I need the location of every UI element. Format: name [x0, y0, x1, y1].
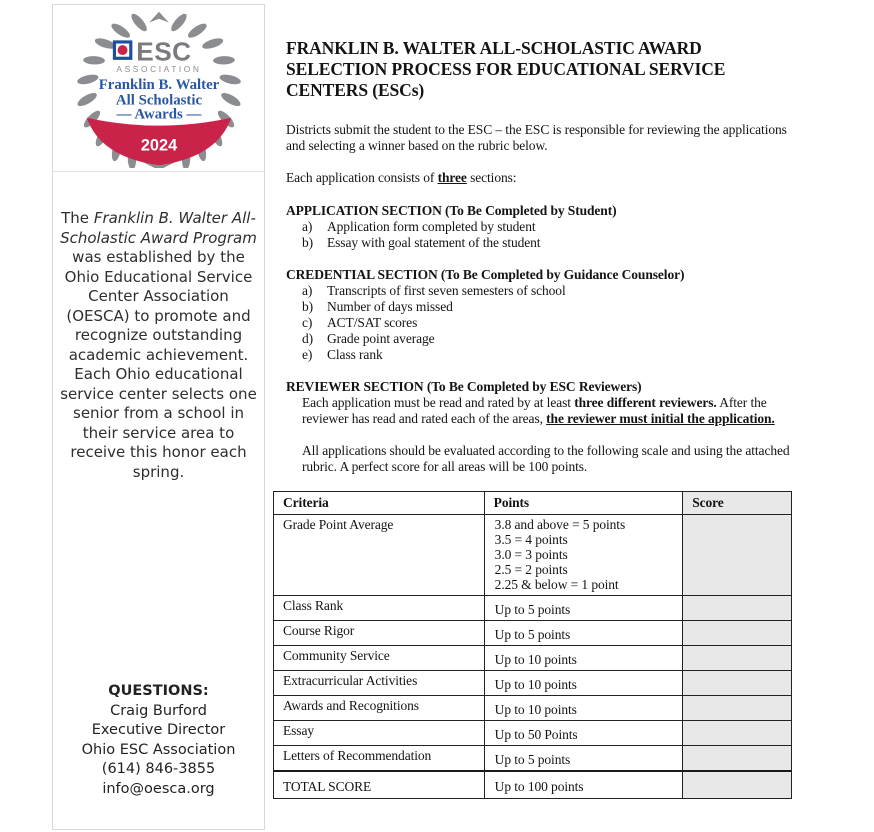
main-content: [283, 36, 806, 799]
score-cell: [683, 721, 792, 746]
table-header-row: [274, 492, 792, 515]
list-text: Transcripts of first seven semesters of school: [327, 283, 566, 298]
score-cell: [683, 746, 792, 772]
list-marker: b): [302, 235, 314, 250]
score-cell: [683, 671, 792, 696]
list-marker: a): [302, 283, 313, 298]
section-heading-credential: CREDENTIAL SECTION (To Be Completed by Guidance Counselor): [286, 267, 685, 282]
points-cell: Up to 5 points: [484, 621, 683, 646]
table-row: [274, 696, 792, 721]
logo-title-line3: — Awards —: [116, 106, 201, 123]
list-text: Class rank: [327, 347, 383, 362]
award-logo: [53, 5, 264, 172]
document-title: FRANKLIN B. WALTER ALL-SCHOLASTIC AWARD SELECTION PROCESS FOR EDUCATIONAL SERVICE CENTERS (ESCs): [286, 38, 726, 100]
score-cell: [683, 696, 792, 721]
contact-block: [53, 682, 264, 800]
points-cell: Up to 10 points: [484, 646, 683, 671]
list-text: Grade point average: [327, 331, 435, 346]
contact-org: Ohio ESC Association: [81, 741, 236, 758]
sidebar: [52, 4, 265, 830]
laurel-wreath-logo-icon: [60, 8, 258, 168]
reviewer-text: Each application must be read and rated by at least: [302, 395, 575, 410]
points-line: 3.8 and above = 5 points: [494, 517, 626, 532]
contact-email: info@oesca.org: [102, 780, 215, 797]
points-cell: Up to 10 points: [484, 671, 683, 696]
reviewer-paragraph: [286, 395, 806, 427]
questions-heading: QUESTIONS:: [108, 683, 209, 699]
points-line: 2.25 & below = 1 point: [494, 577, 619, 592]
score-cell: [683, 515, 792, 596]
logo-title-line2: All Scholastic: [115, 92, 202, 109]
criteria-cell: Course Rigor: [274, 621, 485, 646]
score-cell: [683, 621, 792, 646]
contact-title: Executive Director: [91, 722, 226, 739]
criteria-cell: Extracurricular Activities: [274, 671, 485, 696]
score-cell: [683, 646, 792, 671]
list-marker: e): [302, 347, 313, 362]
points-cell: Up to 5 points: [484, 746, 683, 772]
list-text: Essay with goal statement of the student: [327, 235, 541, 250]
program-name-italic: Franklin B. Walter All-Scholastic Award Program: [60, 209, 257, 247]
list-item: [286, 235, 806, 251]
association-label: ASSOCIATION: [115, 64, 202, 75]
points-line: 2.5 = 2 points: [494, 562, 568, 577]
list-item: [286, 283, 806, 299]
reviewer-bold-underline-text: the reviewer must initial the application.: [546, 411, 775, 426]
program-description: [53, 209, 264, 482]
esc-dot-icon: [117, 45, 127, 55]
points-line: 3.0 = 3 points: [494, 547, 568, 562]
total-score-row: [274, 771, 792, 799]
list-text: ACT/SAT scores: [327, 315, 418, 330]
list-item: [286, 315, 806, 331]
list-marker: c): [302, 315, 313, 330]
table-row: [274, 621, 792, 646]
section-heading-application: APPLICATION SECTION (To Be Completed by Student): [286, 203, 617, 218]
list-marker: d): [302, 331, 314, 346]
table-row: [274, 746, 792, 772]
list-item: [286, 299, 806, 315]
section-heading-reviewer: REVIEWER SECTION (To Be Completed by ESC Reviewers): [286, 379, 642, 394]
points-line: 3.5 = 4 points: [494, 532, 568, 547]
total-points-cell: Up to 100 points: [484, 771, 683, 799]
about-rest: was established by the Ohio Educational Service Center Association (OESCA) to promote and recognize outstanding academic achievement. Each Ohio educational service center selects one senior from a school in their service area to receive this honor each spring.: [60, 248, 257, 481]
score-cell: [683, 596, 792, 621]
about-intro: The: [61, 209, 94, 227]
points-cell: [484, 515, 683, 596]
intro-paragraph: Districts submit the student to the ESC – the ESC is responsible for reviewing the applications and selecting a winner based on the rubric below.: [286, 122, 787, 153]
points-cell: Up to 5 points: [484, 596, 683, 621]
criteria-cell: Grade Point Average: [274, 515, 485, 596]
table-row: [274, 596, 792, 621]
total-score-cell: [683, 771, 792, 799]
consists-emphasis: three: [437, 170, 467, 185]
esc-wordmark: ESC: [135, 36, 192, 67]
criteria-header: Criteria: [274, 492, 485, 515]
list-text: Application form completed by student: [327, 219, 536, 234]
list-item: [286, 331, 806, 347]
consists-line: [286, 170, 806, 186]
evaluation-paragraph: All applications should be evaluated according to the following scale and using the attached rubric. A perfect score for all areas will be 100 points.: [302, 443, 790, 474]
points-cell: Up to 50 Points: [484, 721, 683, 746]
logo-year: 2024: [140, 136, 177, 155]
contact-phone: (614) 846-3855: [101, 761, 216, 778]
score-header: Score: [683, 492, 792, 515]
criteria-cell: Community Service: [274, 646, 485, 671]
points-cell: Up to 10 points: [484, 696, 683, 721]
list-marker: a): [302, 219, 313, 234]
reviewer-bold-text: three different reviewers.: [574, 395, 717, 410]
criteria-cell: Letters of Recommendation: [274, 746, 485, 772]
consists-suffix: sections:: [466, 170, 517, 185]
list-text: Number of days missed: [327, 299, 453, 314]
contact-name: Craig Burford: [110, 702, 207, 719]
logo-title-line1: Franklin B. Walter: [98, 76, 219, 93]
list-item: [286, 347, 806, 363]
list-marker: b): [302, 299, 314, 314]
table-row: [274, 646, 792, 671]
criteria-cell: Essay: [274, 721, 485, 746]
reviewer-text: After the reviewer has read and rated each of the areas,: [302, 395, 767, 426]
total-label-cell: TOTAL SCORE: [274, 771, 485, 799]
list-item: [286, 219, 806, 235]
criteria-cell: Awards and Recognitions: [274, 696, 485, 721]
table-row: [274, 721, 792, 746]
points-header: Points: [484, 492, 683, 515]
table-row: [274, 515, 792, 596]
rubric-table: [273, 491, 792, 799]
table-row: [274, 671, 792, 696]
consists-prefix: Each application consists of: [286, 170, 438, 185]
criteria-cell: Class Rank: [274, 596, 485, 621]
